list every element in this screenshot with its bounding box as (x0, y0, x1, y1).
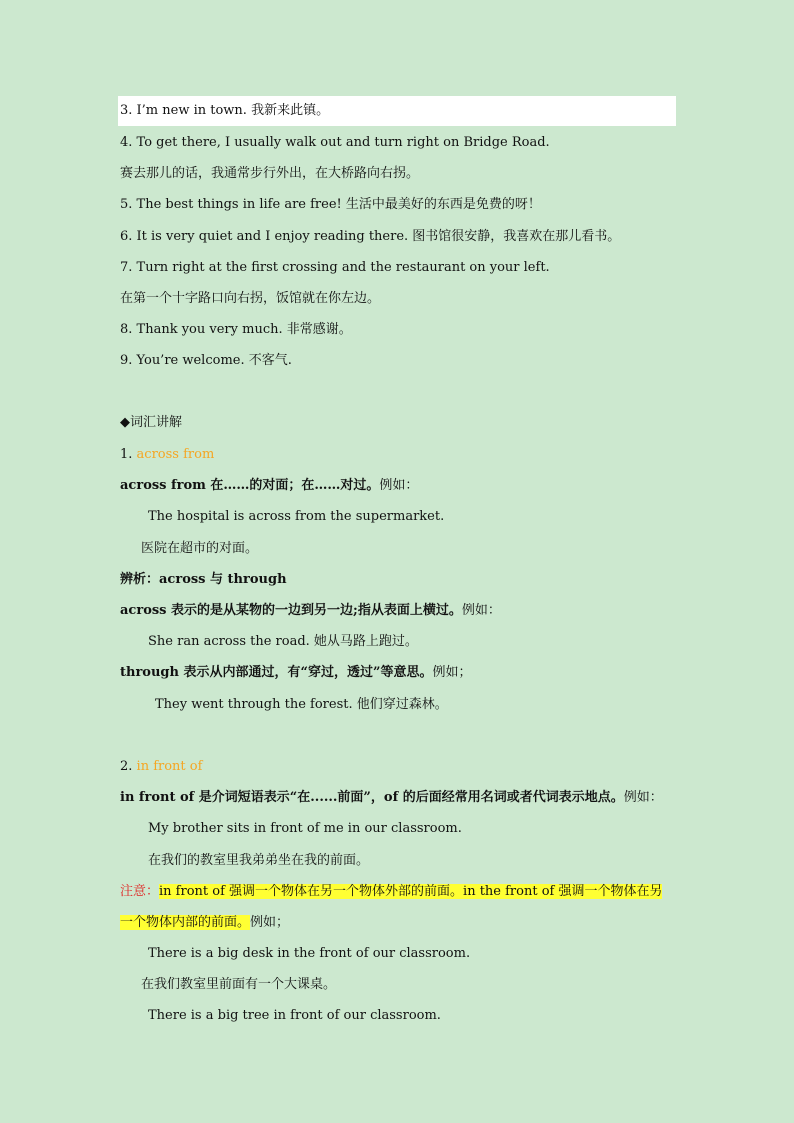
note-example-2-en: There is a big tree in front of our classroom. (148, 1008, 441, 1023)
item-2-definition-tail: 例如： (623, 790, 663, 805)
note-highlight-1: in front of 强调一个物体在另一个物体外部的前面。in the front of 强调一个物体在另 (159, 884, 663, 899)
vocab-heading-text: 词汇讲解 (130, 415, 183, 430)
sentence-7-zh: 在第一个十字路口向右拐，饭馆就在你左边。 (120, 291, 381, 306)
note-highlight-2: 一个物体内部的前面。 (120, 915, 251, 930)
note-example-1-en: There is a big desk in the front of our classroom. (148, 946, 471, 961)
through-definition (120, 663, 676, 683)
sentence-4-en: 4. To get there, I usually walk out and turn right on Bridge Road. (120, 135, 550, 150)
sentence-5: 5. The best things in life are free! 生活中最美好的东西是免费的呀！ (120, 197, 541, 212)
compare-title: 辨析：across 与 through (120, 572, 287, 587)
sentence-3: 3. I’m new in town. 我新来此镇。 (118, 96, 676, 126)
vocab-item-2 (120, 757, 676, 777)
item-1-number: 1. (120, 447, 137, 462)
note-example-1-zh: 在我们教室里前面有一个大课桌。 (141, 977, 337, 992)
item-2-example-zh: 在我们的教室里我弟弟坐在我的前面。 (148, 853, 370, 868)
through-definition-tail: 例如； (432, 665, 472, 680)
note-line-2 (120, 913, 676, 933)
item-2-term: in front of (136, 759, 203, 774)
sentence-9: 9. You’re welcome. 不客气. (120, 353, 292, 368)
note-tail: 例如； (250, 915, 290, 930)
sentence-6: 6. It is very quiet and I enjoy reading there. 图书馆很安静，我喜欢在那儿看书。 (120, 229, 621, 244)
item-2-example-en: My brother sits in front of me in our classroom. (148, 821, 462, 836)
item-1-definition-tail: 例如： (379, 478, 419, 493)
note-line-1 (120, 882, 676, 902)
item-1-definition (120, 476, 676, 496)
across-example: She ran across the road. 她从马路上跑过。 (148, 634, 418, 649)
item-2-number: 2. (120, 759, 137, 774)
item-1-term: across from (136, 447, 215, 462)
across-definition-bold: across 表示的是从某物的一边到另一边;指从表面上横过。 (120, 603, 462, 618)
item-2-definition-bold: in front of 是介词短语表示“在......前面”，of 的后面经常用名词或者代词表示地点。 (120, 790, 624, 805)
sentence-7-en: 7. Turn right at the first crossing and the restaurant on your left. (120, 260, 550, 275)
sentence-4-zh: 赛去那儿的话，我通常步行外出，在大桥路向右拐。 (120, 166, 420, 181)
across-definition-tail: 例如： (461, 603, 501, 618)
item-1-example-en: The hospital is across from the supermarket. (148, 509, 445, 524)
vocab-item-1 (120, 445, 676, 465)
through-definition-bold: through 表示从内部通过，有“穿过，透过”等意思。 (120, 665, 433, 680)
note-label: 注意： (120, 884, 160, 899)
item-1-example-zh: 医院在超市的对面。 (141, 541, 259, 556)
sentence-8: 8. Thank you very much. 非常感谢。 (120, 322, 352, 337)
across-definition (120, 601, 676, 621)
item-2-definition (120, 788, 676, 808)
through-example: They went through the forest. 他们穿过森林。 (155, 697, 448, 712)
diamond-icon: ◆ (120, 415, 130, 430)
vocab-heading (120, 413, 676, 433)
item-1-definition-bold: across from 在……的对面；在……对过。 (120, 478, 380, 493)
